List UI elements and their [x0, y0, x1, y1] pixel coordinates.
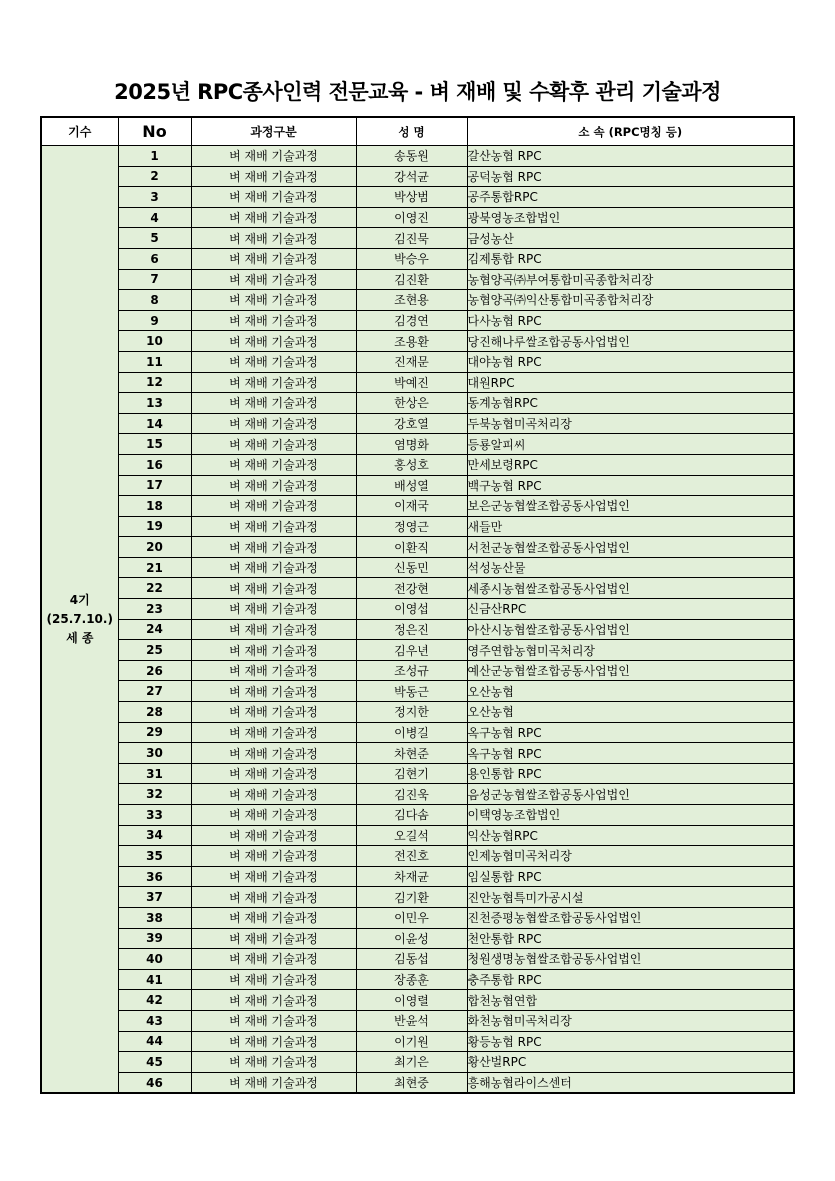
course-cell: 벼 재배 기술과정 — [191, 434, 356, 455]
affiliation-cell: 인제농협미곡처리장 — [467, 846, 794, 867]
affiliation-cell: 광북영농조합법인 — [467, 207, 794, 228]
table-row — [41, 454, 794, 475]
course-cell: 벼 재배 기술과정 — [191, 290, 356, 311]
name-cell: 조용환 — [356, 331, 467, 352]
row-number: 45 — [118, 1052, 191, 1073]
course-cell: 벼 재배 기술과정 — [191, 640, 356, 661]
row-number: 23 — [118, 599, 191, 620]
affiliation-cell: 오산농협 — [467, 681, 794, 702]
name-cell: 김진환 — [356, 269, 467, 290]
row-number: 22 — [118, 578, 191, 599]
affiliation-cell: 아산시농협쌀조합공동사업법인 — [467, 619, 794, 640]
table-row — [41, 578, 794, 599]
affiliation-cell: 용인통합 RPC — [467, 763, 794, 784]
name-cell: 김기환 — [356, 887, 467, 908]
document-title: 2025년 RPC종사인력 전문교육 - 벼 재배 및 수확후 관리 기술과정 — [114, 80, 721, 104]
table-row — [41, 557, 794, 578]
row-number: 9 — [118, 310, 191, 331]
course-cell: 벼 재배 기술과정 — [191, 393, 356, 414]
cohort-line2: (25.7.10.) — [46, 611, 113, 626]
course-cell: 벼 재배 기술과정 — [191, 763, 356, 784]
row-number: 2 — [118, 166, 191, 187]
name-cell: 전진호 — [356, 846, 467, 867]
row-number: 11 — [118, 351, 191, 372]
table-row — [41, 372, 794, 393]
row-number: 36 — [118, 866, 191, 887]
table-row — [41, 269, 794, 290]
table-row — [41, 310, 794, 331]
course-cell: 벼 재배 기술과정 — [191, 702, 356, 723]
table-row — [41, 722, 794, 743]
name-cell: 이영섭 — [356, 599, 467, 620]
course-cell: 벼 재배 기술과정 — [191, 599, 356, 620]
table-row — [41, 1010, 794, 1031]
name-cell: 반윤석 — [356, 1010, 467, 1031]
header-no: No — [118, 117, 191, 146]
affiliation-cell: 공덕농협 RPC — [467, 166, 794, 187]
name-cell: 김현기 — [356, 763, 467, 784]
header-cohort: 기수 — [41, 117, 118, 146]
course-cell: 벼 재배 기술과정 — [191, 969, 356, 990]
affiliation-cell: 금성농산 — [467, 228, 794, 249]
name-cell: 이병길 — [356, 722, 467, 743]
table-row — [41, 166, 794, 187]
course-cell: 벼 재배 기술과정 — [191, 557, 356, 578]
affiliation-cell: 농협양곡㈜부여통합미곡종합처리장 — [467, 269, 794, 290]
course-cell: 벼 재배 기술과정 — [191, 1072, 356, 1093]
affiliation-cell: 이택영농조합법인 — [467, 805, 794, 826]
table-row — [41, 743, 794, 764]
row-number: 16 — [118, 454, 191, 475]
course-cell: 벼 재배 기술과정 — [191, 949, 356, 970]
table-row — [41, 228, 794, 249]
course-cell: 벼 재배 기술과정 — [191, 990, 356, 1011]
table-row — [41, 434, 794, 455]
course-cell: 벼 재배 기술과정 — [191, 537, 356, 558]
name-cell: 최현중 — [356, 1072, 467, 1093]
affiliation-cell: 익산농협RPC — [467, 825, 794, 846]
table-row — [41, 640, 794, 661]
table-row — [41, 1031, 794, 1052]
course-cell: 벼 재배 기술과정 — [191, 928, 356, 949]
table-row — [41, 1052, 794, 1073]
course-cell: 벼 재배 기술과정 — [191, 413, 356, 434]
course-cell: 벼 재배 기술과정 — [191, 846, 356, 867]
affiliation-cell: 대야농협 RPC — [467, 351, 794, 372]
name-cell: 이환직 — [356, 537, 467, 558]
row-number: 28 — [118, 702, 191, 723]
affiliation-cell: 동계농협RPC — [467, 393, 794, 414]
affiliation-cell: 예산군농협쌀조합공동사업법인 — [467, 660, 794, 681]
course-cell: 벼 재배 기술과정 — [191, 887, 356, 908]
course-cell: 벼 재배 기술과정 — [191, 516, 356, 537]
course-cell: 벼 재배 기술과정 — [191, 207, 356, 228]
affiliation-cell: 황산벌RPC — [467, 1052, 794, 1073]
row-number: 3 — [118, 187, 191, 208]
table-row — [41, 146, 794, 167]
table-row — [41, 928, 794, 949]
row-number: 43 — [118, 1010, 191, 1031]
name-cell: 정은진 — [356, 619, 467, 640]
course-cell: 벼 재배 기술과정 — [191, 681, 356, 702]
table-row — [41, 331, 794, 352]
row-number: 12 — [118, 372, 191, 393]
affiliation-cell: 석성농산물 — [467, 557, 794, 578]
course-cell: 벼 재배 기술과정 — [191, 1031, 356, 1052]
affiliation-cell: 당진해나루쌀조합공동사업법인 — [467, 331, 794, 352]
course-cell: 벼 재배 기술과정 — [191, 146, 356, 167]
row-number: 31 — [118, 763, 191, 784]
name-cell: 김경연 — [356, 310, 467, 331]
affiliation-cell: 신금산RPC — [467, 599, 794, 620]
name-cell: 홍성호 — [356, 454, 467, 475]
cohort-line3: 세 종 — [66, 630, 94, 645]
row-number: 33 — [118, 805, 191, 826]
affiliation-cell: 김제통합 RPC — [467, 248, 794, 269]
name-cell: 김우년 — [356, 640, 467, 661]
name-cell: 조현용 — [356, 290, 467, 311]
course-cell: 벼 재배 기술과정 — [191, 1052, 356, 1073]
cohort-cell — [41, 146, 118, 1094]
name-cell: 장종훈 — [356, 969, 467, 990]
name-cell: 이윤성 — [356, 928, 467, 949]
course-cell: 벼 재배 기술과정 — [191, 351, 356, 372]
table-row — [41, 1072, 794, 1093]
name-cell: 이기원 — [356, 1031, 467, 1052]
row-number: 29 — [118, 722, 191, 743]
name-cell: 진재문 — [356, 351, 467, 372]
affiliation-cell: 대원RPC — [467, 372, 794, 393]
table-row — [41, 599, 794, 620]
row-number: 40 — [118, 949, 191, 970]
header-course: 과정구분 — [191, 117, 356, 146]
participant-table — [40, 116, 795, 1094]
name-cell: 전강현 — [356, 578, 467, 599]
affiliation-cell: 합천농협연합 — [467, 990, 794, 1011]
affiliation-cell: 음성군농협쌀조합공동사업법인 — [467, 784, 794, 805]
affiliation-cell: 공주통합RPC — [467, 187, 794, 208]
affiliation-cell: 등룡알피씨 — [467, 434, 794, 455]
table-row — [41, 207, 794, 228]
row-number: 15 — [118, 434, 191, 455]
name-cell: 최기은 — [356, 1052, 467, 1073]
affiliation-cell: 황등농협 RPC — [467, 1031, 794, 1052]
course-cell: 벼 재배 기술과정 — [191, 187, 356, 208]
table-row — [41, 516, 794, 537]
table-row — [41, 805, 794, 826]
course-cell: 벼 재배 기술과정 — [191, 269, 356, 290]
table-row — [41, 619, 794, 640]
name-cell: 이재국 — [356, 496, 467, 517]
affiliation-cell: 서천군농협쌀조합공동사업법인 — [467, 537, 794, 558]
header-name: 성 명 — [356, 117, 467, 146]
name-cell: 김다솜 — [356, 805, 467, 826]
name-cell: 박동근 — [356, 681, 467, 702]
affiliation-cell: 진안농협특미가공시설 — [467, 887, 794, 908]
course-cell: 벼 재배 기술과정 — [191, 228, 356, 249]
table-row — [41, 290, 794, 311]
name-cell: 김동섭 — [356, 949, 467, 970]
course-cell: 벼 재배 기술과정 — [191, 310, 356, 331]
row-number: 38 — [118, 907, 191, 928]
name-cell: 차현준 — [356, 743, 467, 764]
table-row — [41, 866, 794, 887]
name-cell: 오길석 — [356, 825, 467, 846]
name-cell: 이민우 — [356, 907, 467, 928]
table-row — [41, 784, 794, 805]
name-cell: 강석균 — [356, 166, 467, 187]
course-cell: 벼 재배 기술과정 — [191, 166, 356, 187]
table-row — [41, 413, 794, 434]
course-cell: 벼 재배 기술과정 — [191, 619, 356, 640]
affiliation-cell: 영주연합농협미곡처리장 — [467, 640, 794, 661]
row-number: 1 — [118, 146, 191, 167]
row-number: 6 — [118, 248, 191, 269]
table-row — [41, 969, 794, 990]
name-cell: 송동원 — [356, 146, 467, 167]
row-number: 24 — [118, 619, 191, 640]
row-number: 32 — [118, 784, 191, 805]
course-cell: 벼 재배 기술과정 — [191, 331, 356, 352]
row-number: 17 — [118, 475, 191, 496]
affiliation-cell: 새들만 — [467, 516, 794, 537]
affiliation-cell: 두북농협미곡처리장 — [467, 413, 794, 434]
affiliation-cell: 화천농협미곡처리장 — [467, 1010, 794, 1031]
table-row — [41, 990, 794, 1011]
header-affiliation: 소 속 (RPC명칭 등) — [467, 117, 794, 146]
row-number: 44 — [118, 1031, 191, 1052]
affiliation-cell: 농협양곡㈜익산통합미곡종합처리장 — [467, 290, 794, 311]
course-cell: 벼 재배 기술과정 — [191, 866, 356, 887]
row-number: 27 — [118, 681, 191, 702]
affiliation-cell: 청원생명농협쌀조합공동사업법인 — [467, 949, 794, 970]
course-cell: 벼 재배 기술과정 — [191, 722, 356, 743]
row-number: 7 — [118, 269, 191, 290]
table-header — [41, 117, 794, 146]
row-number: 35 — [118, 846, 191, 867]
table-row — [41, 351, 794, 372]
table-row — [41, 846, 794, 867]
table-row — [41, 825, 794, 846]
affiliation-cell: 충주통합 RPC — [467, 969, 794, 990]
row-number: 42 — [118, 990, 191, 1011]
row-number: 5 — [118, 228, 191, 249]
row-number: 46 — [118, 1072, 191, 1093]
course-cell: 벼 재배 기술과정 — [191, 784, 356, 805]
affiliation-cell: 갈산농협 RPC — [467, 146, 794, 167]
table-row — [41, 537, 794, 558]
course-cell: 벼 재배 기술과정 — [191, 743, 356, 764]
name-cell: 신동민 — [356, 557, 467, 578]
table-row — [41, 393, 794, 414]
course-cell: 벼 재배 기술과정 — [191, 475, 356, 496]
row-number: 21 — [118, 557, 191, 578]
course-cell: 벼 재배 기술과정 — [191, 825, 356, 846]
name-cell: 박예진 — [356, 372, 467, 393]
table-row — [41, 907, 794, 928]
affiliation-cell: 오산농협 — [467, 702, 794, 723]
name-cell: 정지한 — [356, 702, 467, 723]
table-body — [41, 146, 794, 1094]
table-row — [41, 949, 794, 970]
table-row — [41, 763, 794, 784]
name-cell: 박승우 — [356, 248, 467, 269]
course-cell: 벼 재배 기술과정 — [191, 496, 356, 517]
row-number: 19 — [118, 516, 191, 537]
name-cell: 김진욱 — [356, 784, 467, 805]
table-row — [41, 475, 794, 496]
course-cell: 벼 재배 기술과정 — [191, 805, 356, 826]
name-cell: 한상은 — [356, 393, 467, 414]
row-number: 30 — [118, 743, 191, 764]
table-row — [41, 660, 794, 681]
affiliation-cell: 옥구농협 RPC — [467, 743, 794, 764]
row-number: 8 — [118, 290, 191, 311]
table-row — [41, 187, 794, 208]
course-cell: 벼 재배 기술과정 — [191, 907, 356, 928]
affiliation-cell: 임실통합 RPC — [467, 866, 794, 887]
table-row — [41, 887, 794, 908]
row-number: 20 — [118, 537, 191, 558]
table-row — [41, 248, 794, 269]
row-number: 10 — [118, 331, 191, 352]
row-number: 18 — [118, 496, 191, 517]
name-cell: 이영렬 — [356, 990, 467, 1011]
cohort-line1: 4기 — [69, 592, 90, 607]
row-number: 39 — [118, 928, 191, 949]
row-number: 13 — [118, 393, 191, 414]
row-number: 37 — [118, 887, 191, 908]
name-cell: 염명화 — [356, 434, 467, 455]
row-number: 14 — [118, 413, 191, 434]
row-number: 26 — [118, 660, 191, 681]
affiliation-cell: 진천증평농협쌀조합공동사업법인 — [467, 907, 794, 928]
name-cell: 강호열 — [356, 413, 467, 434]
table-row — [41, 681, 794, 702]
course-cell: 벼 재배 기술과정 — [191, 578, 356, 599]
affiliation-cell: 다사농협 RPC — [467, 310, 794, 331]
row-number: 34 — [118, 825, 191, 846]
name-cell: 김진묵 — [356, 228, 467, 249]
affiliation-cell: 세종시농협쌀조합공동사업법인 — [467, 578, 794, 599]
course-cell: 벼 재배 기술과정 — [191, 372, 356, 393]
course-cell: 벼 재배 기술과정 — [191, 1010, 356, 1031]
affiliation-cell: 옥구농협 RPC — [467, 722, 794, 743]
affiliation-cell: 백구농협 RPC — [467, 475, 794, 496]
affiliation-cell: 흥해농협라이스센터 — [467, 1072, 794, 1093]
name-cell: 정영근 — [356, 516, 467, 537]
table-row — [41, 496, 794, 517]
table-row — [41, 702, 794, 723]
name-cell: 조성규 — [356, 660, 467, 681]
row-number: 25 — [118, 640, 191, 661]
name-cell: 이영진 — [356, 207, 467, 228]
affiliation-cell: 보은군농협쌀조합공동사업법인 — [467, 496, 794, 517]
name-cell: 배성열 — [356, 475, 467, 496]
row-number: 41 — [118, 969, 191, 990]
affiliation-cell: 만세보령RPC — [467, 454, 794, 475]
name-cell: 박상범 — [356, 187, 467, 208]
course-cell: 벼 재배 기술과정 — [191, 248, 356, 269]
name-cell: 차재균 — [356, 866, 467, 887]
row-number: 4 — [118, 207, 191, 228]
course-cell: 벼 재배 기술과정 — [191, 454, 356, 475]
affiliation-cell: 천안통합 RPC — [467, 928, 794, 949]
course-cell: 벼 재배 기술과정 — [191, 660, 356, 681]
